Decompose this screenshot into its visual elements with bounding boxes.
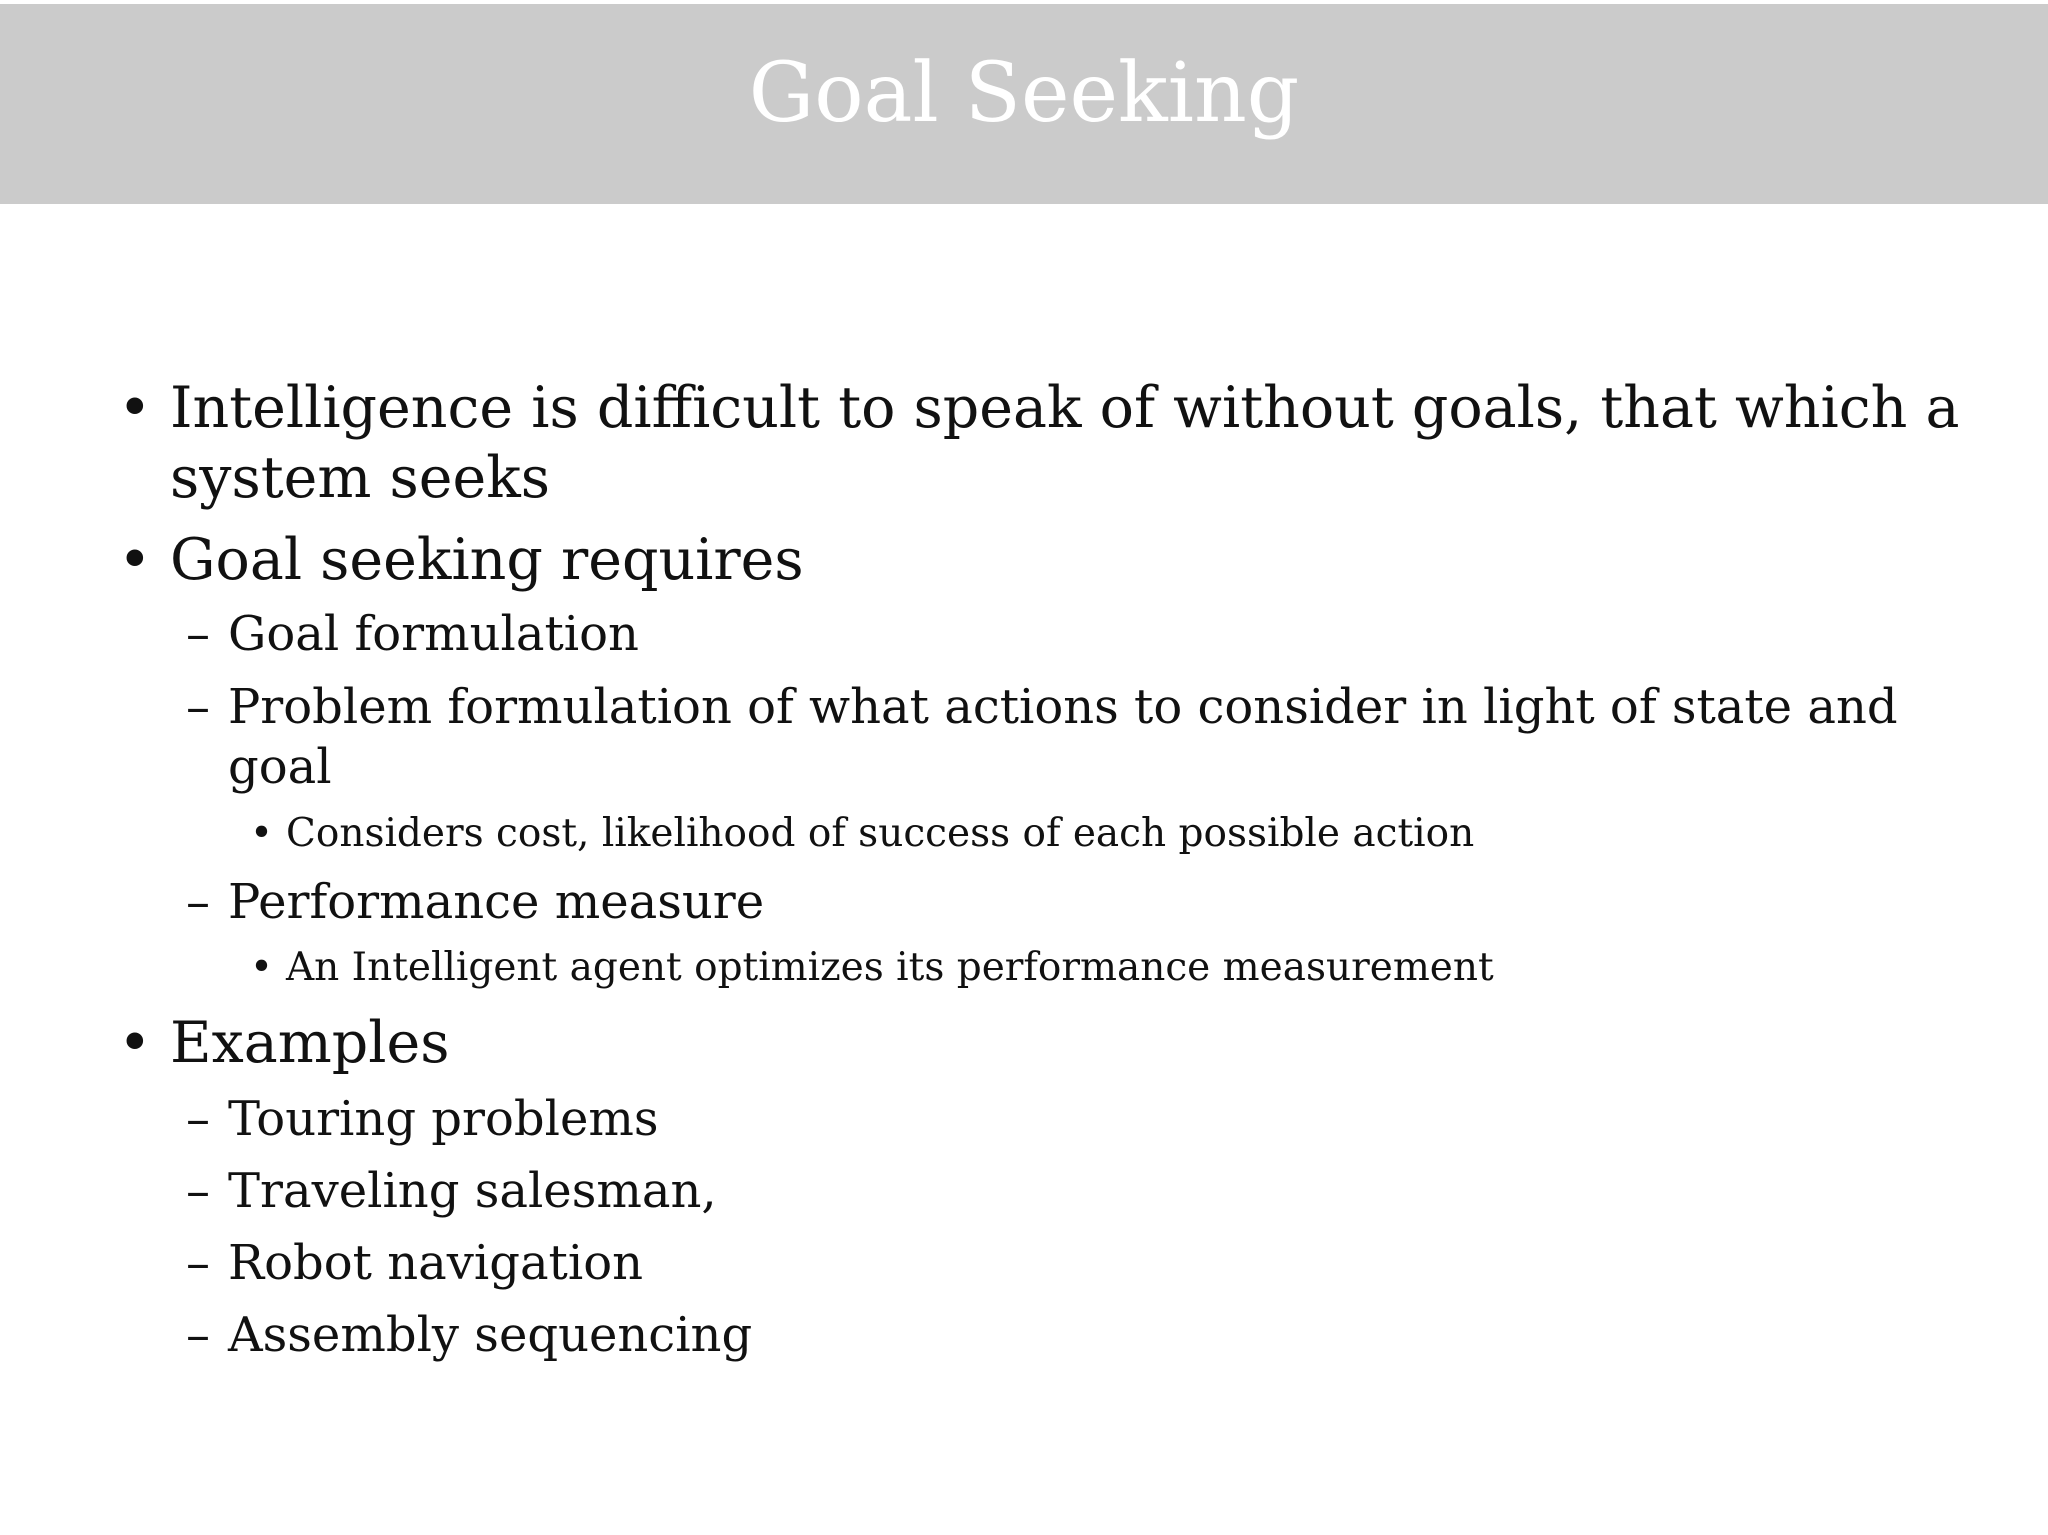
- sub-bullet-marker: –: [186, 1235, 210, 1291]
- sub-bullet-text: Problem formulation of what actions to consider in light of state and: [228, 679, 1898, 735]
- sub-sub-bullet-marker: •: [250, 945, 274, 990]
- bullet-marker: •: [118, 527, 152, 593]
- sub-bullet-text: Assembly sequencing: [228, 1307, 753, 1363]
- sub-bullet-marker: –: [186, 874, 210, 930]
- sub-bullet-marker: –: [186, 1163, 210, 1219]
- sub-bullet-text-continuation: goal: [228, 739, 332, 795]
- bullet-marker: •: [118, 375, 152, 441]
- sub-sub-bullet-marker: •: [250, 811, 274, 856]
- sub-sub-bullet-text: An Intelligent agent optimizes its performance measurement: [286, 945, 1494, 990]
- sub-bullet-marker: –: [186, 1091, 210, 1147]
- sub-bullet-text: Robot navigation: [228, 1235, 644, 1291]
- slide-title: Goal Seeking: [748, 46, 1300, 141]
- sub-bullet-text: Goal formulation: [228, 606, 639, 662]
- sub-bullet-text: Touring problems: [228, 1091, 659, 1147]
- sub-sub-bullet-text: Considers cost, likelihood of success of each possible action: [286, 811, 1475, 856]
- bullet-text-continuation: system seeks: [170, 445, 551, 511]
- bullet-text: Examples: [170, 1010, 450, 1076]
- bullet-marker: •: [118, 1010, 152, 1076]
- title-bar: [0, 4, 2048, 204]
- sub-bullet-marker: –: [186, 606, 210, 662]
- bullet-text: Intelligence is difficult to speak of without goals, that which a: [170, 375, 1960, 441]
- sub-bullet-marker: –: [186, 679, 210, 735]
- bullet-text: Goal seeking requires: [170, 527, 804, 593]
- sub-bullet-text: Traveling salesman,: [228, 1163, 717, 1219]
- sub-bullet-text: Performance measure: [228, 874, 765, 930]
- sub-bullet-marker: –: [186, 1307, 210, 1363]
